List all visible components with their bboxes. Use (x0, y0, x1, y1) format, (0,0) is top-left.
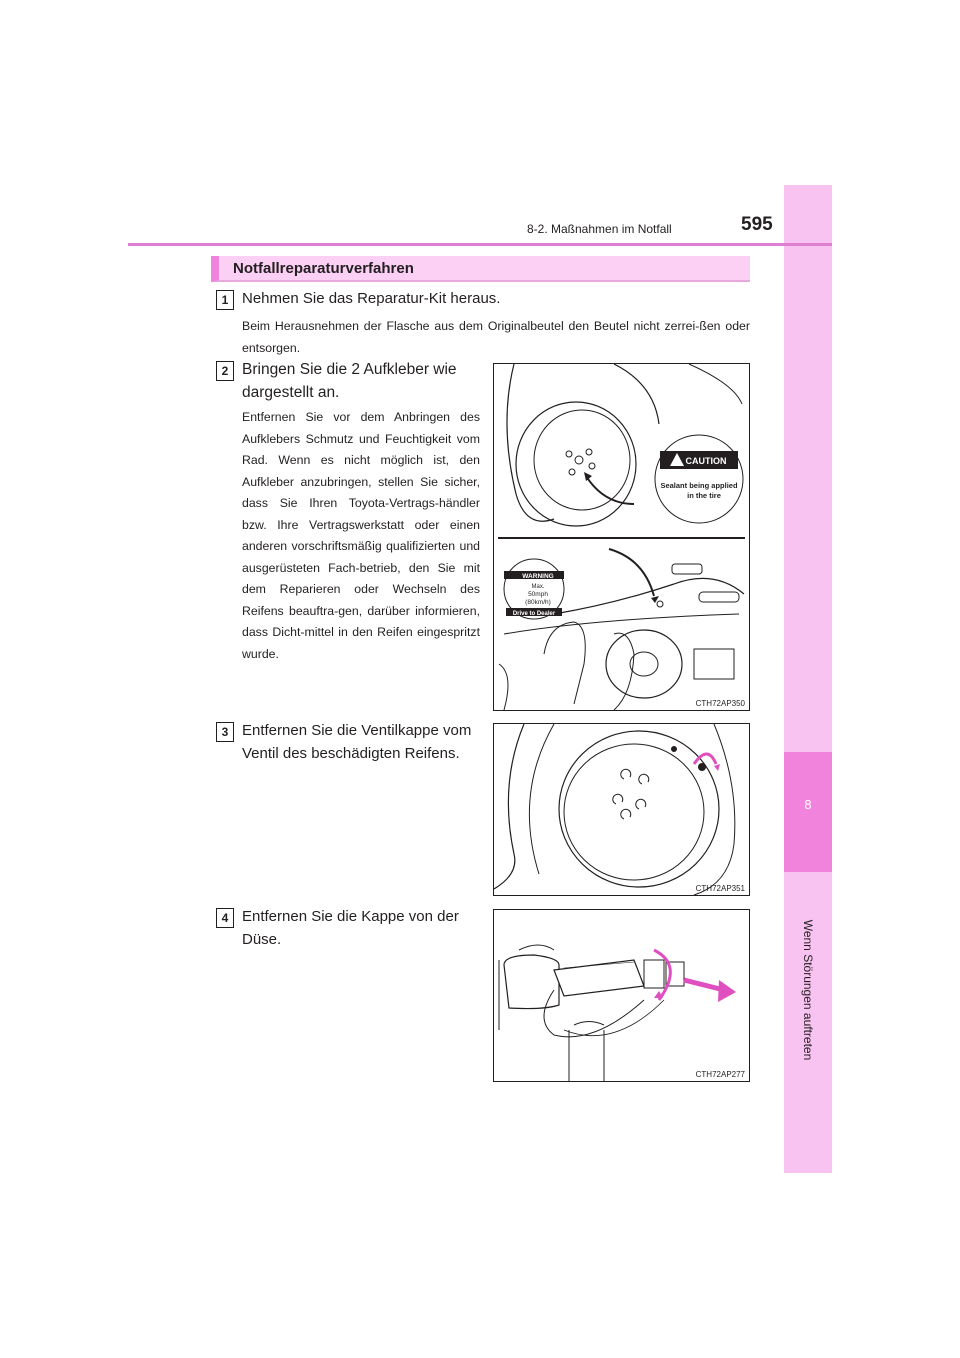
page-number: 595 (741, 214, 773, 235)
caution-label: CAUTION (685, 456, 727, 466)
step-1-note: Beim Herausnehmen der Flasche aus dem Originalbeutel den Beutel nicht zerrei-ßen oder entsorgen. (242, 319, 750, 355)
chapter-number-box (784, 752, 832, 872)
header-rule (128, 243, 832, 246)
step-1-title: Nehmen Sie das Reparatur-Kit heraus. (242, 290, 501, 307)
warning-bottom-text: Drive to Dealer (512, 611, 556, 617)
figure-valve-cap (493, 723, 750, 896)
step-number-3: 3 (216, 722, 234, 742)
chapter-number: 8 (804, 797, 812, 812)
step-number-1: 1 (216, 290, 234, 310)
step-number-4: 4 (216, 908, 234, 928)
figure-sticker-placement (493, 363, 750, 711)
running-header: 8-2. Maßnahmen im Notfall (527, 222, 672, 236)
warning-speed-3: (80km/h) (525, 599, 551, 606)
valve-cap-illustration (494, 724, 749, 895)
warning-speed-2: 50mph (528, 591, 548, 598)
sticker-placement-illustration (494, 364, 749, 710)
chapter-title: Wenn Störungen auftreten (801, 919, 815, 1061)
section-heading-bar (211, 256, 750, 282)
section-title: Notfallreparaturverfahren (233, 260, 414, 277)
figure-code-351: CTH72AP351 (695, 884, 745, 893)
step-number-2: 2 (216, 361, 234, 381)
step-2-title: Bringen Sie die 2 Aufkleber wie dargestellt an. (242, 361, 457, 401)
figure-nozzle-cap (493, 909, 750, 1082)
warning-label: WARNING (522, 573, 554, 580)
step-2-note: Entfernen Sie vor dem Anbringen des Aufklebers Schmutz und Feuchtigkeit vom Rad. Wenn es nicht möglich ist, den Aufkleber anzubringen, stellen Sie sicher, dass Sie Ihren Toyota-Vertrags-händler bzw. Ihre Vertragswerkstatt oder einen anderen vorschriftsmäßig qualifizierten und ausgerüsteten Fach-betrieb, den Sie mit dem Reparieren oder Wechseln des Reifens beauftra-gen, darüber informieren, dass Dicht-mittel in den Reifen eingespritzt wurde. (242, 410, 480, 661)
caution-text-2: in the tire (687, 491, 721, 500)
step-3-title: Entfernen Sie die Ventilkappe vom Ventil des beschädigten Reifens. (242, 722, 472, 762)
nozzle-cap-illustration (494, 910, 749, 1081)
figure-code-350: CTH72AP350 (695, 699, 745, 708)
figure-code-277: CTH72AP277 (695, 1070, 745, 1079)
step-4-title: Entfernen Sie die Kappe von der Düse. (242, 908, 459, 948)
caution-text-1: Sealant being applied (660, 481, 738, 490)
warning-speed-1: Max. (531, 584, 545, 590)
